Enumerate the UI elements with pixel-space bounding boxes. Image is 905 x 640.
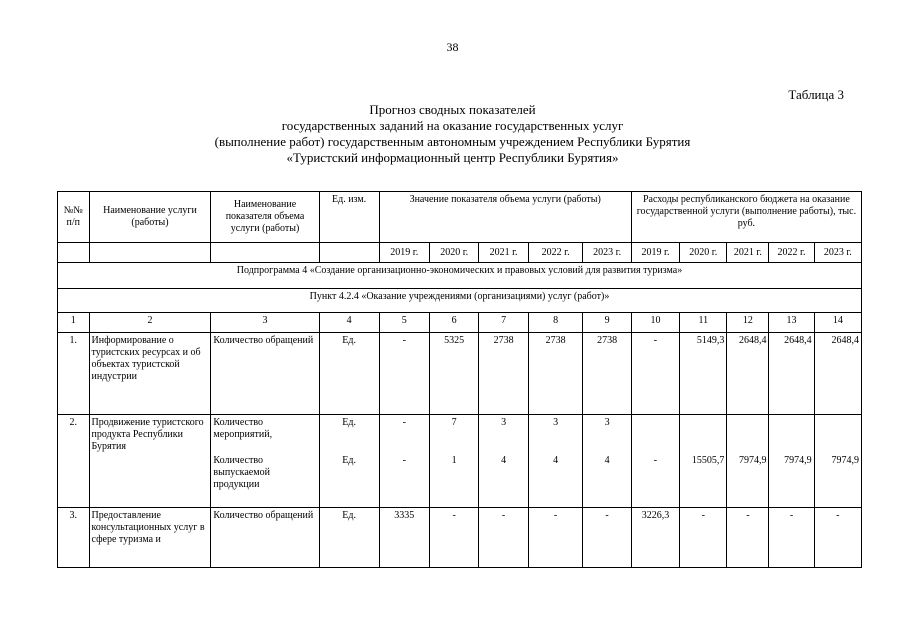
header-indicator: Наименование показателя объема услуги (работы): [211, 192, 319, 243]
row-value: 2738: [479, 333, 528, 415]
value-year: 2019 г.: [379, 243, 429, 263]
column-number: 12: [727, 313, 769, 333]
table-label: Таблица 3: [788, 87, 844, 102]
row-indicator: [211, 415, 319, 508]
row-value: -: [429, 508, 478, 568]
table-row: [58, 508, 862, 568]
header-value-group: Значение показателя объема услуги (работы): [379, 192, 631, 243]
value-year: 2022 г.: [528, 243, 583, 263]
row-service: Продвижение туристского продукта Республики Бурятия: [89, 415, 211, 508]
row-expense: 7974,9: [814, 415, 861, 508]
years-row: [58, 243, 862, 263]
column-number: 1: [58, 313, 90, 333]
value-line: 3: [604, 417, 610, 428]
row-service: Предоставление консультационных услуг в сфере туризма и: [89, 508, 211, 568]
header-service: Наименование услуги (работы): [89, 192, 211, 243]
row-expense: 7974,9: [727, 415, 769, 508]
unit-line: Ед.: [342, 455, 356, 466]
empty-cell: [89, 243, 211, 263]
row-value: -: [583, 508, 631, 568]
empty-cell: [58, 243, 90, 263]
value-line: 3: [553, 417, 559, 428]
header-num: №№ п/п: [58, 192, 90, 243]
column-number: 6: [429, 313, 478, 333]
point-title: Пункт 4.2.4 «Оказание учреждениями (организациями) услуг (работ)»: [58, 289, 862, 313]
row-value: -: [479, 508, 528, 568]
value-line: 3: [501, 417, 507, 428]
row-num: 2.: [58, 415, 90, 508]
row-expense: -: [769, 508, 814, 568]
row-num: 3.: [58, 508, 90, 568]
row-expense: -: [631, 415, 679, 508]
value-year: 2021 г.: [479, 243, 528, 263]
column-number: 11: [680, 313, 727, 333]
value-year: 2023 г.: [583, 243, 631, 263]
column-number-row: [58, 313, 862, 333]
expense-year: 2021 г.: [727, 243, 769, 263]
row-unit: [319, 415, 379, 508]
row-value: [583, 415, 631, 508]
table-title: [0, 102, 905, 166]
table-row: [58, 415, 862, 508]
row-value: 2738: [583, 333, 631, 415]
row-unit: Ед.: [319, 508, 379, 568]
row-value: [528, 415, 583, 508]
column-number: 8: [528, 313, 583, 333]
row-service: Информирование о туристских ресурсах и об объектах туристской индустрии: [89, 333, 211, 415]
value-line: 4: [604, 455, 610, 466]
value-line: 4: [501, 455, 507, 466]
column-number: 13: [769, 313, 814, 333]
title-line: государственных заданий на оказание государственных услуг: [281, 118, 624, 133]
column-number: 10: [631, 313, 679, 333]
row-expense: 3226,3: [631, 508, 679, 568]
row-expense: -: [631, 333, 679, 415]
value-line: -: [402, 417, 406, 428]
row-expense: 2648,4: [727, 333, 769, 415]
row-expense: 15505,7: [680, 415, 727, 508]
empty-cell: [211, 243, 319, 263]
row-unit: Ед.: [319, 333, 379, 415]
empty-cell: [319, 243, 379, 263]
row-expense: -: [680, 508, 727, 568]
column-number: 14: [814, 313, 861, 333]
column-number: 2: [89, 313, 211, 333]
header-row: [58, 192, 862, 243]
row-expense: -: [814, 508, 861, 568]
subprogram-row: [58, 263, 862, 289]
indicator-line: Количество выпускаемой продукции: [213, 455, 270, 490]
row-value: -: [379, 333, 429, 415]
row-value: -: [528, 508, 583, 568]
title-line: Прогноз сводных показателей: [369, 102, 536, 117]
row-expense: 2648,4: [814, 333, 861, 415]
column-number: 4: [319, 313, 379, 333]
value-line: 1: [451, 455, 457, 466]
row-expense: 7974,9: [769, 415, 814, 508]
value-line: 7: [451, 417, 457, 428]
title-line: (выполнение работ) государственным автономным учреждением Республики Бурятия: [214, 134, 691, 149]
table-row: [58, 333, 862, 415]
value-year: 2020 г.: [429, 243, 478, 263]
row-indicator: Количество обращений: [211, 333, 319, 415]
column-number: 9: [583, 313, 631, 333]
row-expense: 5149,3: [680, 333, 727, 415]
expense-year: 2020 г.: [680, 243, 727, 263]
point-row: [58, 289, 862, 313]
row-indicator: Количество обращений: [211, 508, 319, 568]
row-value: 2738: [528, 333, 583, 415]
forecast-table: [57, 191, 862, 568]
unit-line: Ед.: [342, 417, 356, 428]
indicator-line: Количество мероприятий,: [213, 417, 273, 440]
expense-year: 2022 г.: [769, 243, 814, 263]
title-line: «Туристский информационный центр Республики Бурятия»: [286, 150, 619, 165]
value-line: 4: [553, 455, 559, 466]
column-number: 3: [211, 313, 319, 333]
row-value: [429, 415, 478, 508]
row-value: 3335: [379, 508, 429, 568]
column-number: 5: [379, 313, 429, 333]
row-value: [479, 415, 528, 508]
row-num: 1.: [58, 333, 90, 415]
row-expense: -: [727, 508, 769, 568]
header-unit: Ед. изм.: [319, 192, 379, 243]
value-line: -: [402, 455, 406, 466]
column-number: 7: [479, 313, 528, 333]
expense-year: 2019 г.: [631, 243, 679, 263]
row-value: [379, 415, 429, 508]
header-expense-group: Расходы республиканского бюджета на оказание государственной услуги (выполнение работы), тыс. руб.: [631, 192, 861, 243]
subprogram-title: Подпрограмма 4 «Создание организационно-экономических и правовых условий для развития туризма»: [58, 263, 862, 289]
row-expense: 2648,4: [769, 333, 814, 415]
row-value: 5325: [429, 333, 478, 415]
expense-year: 2023 г.: [814, 243, 861, 263]
page-number: 38: [446, 40, 459, 54]
